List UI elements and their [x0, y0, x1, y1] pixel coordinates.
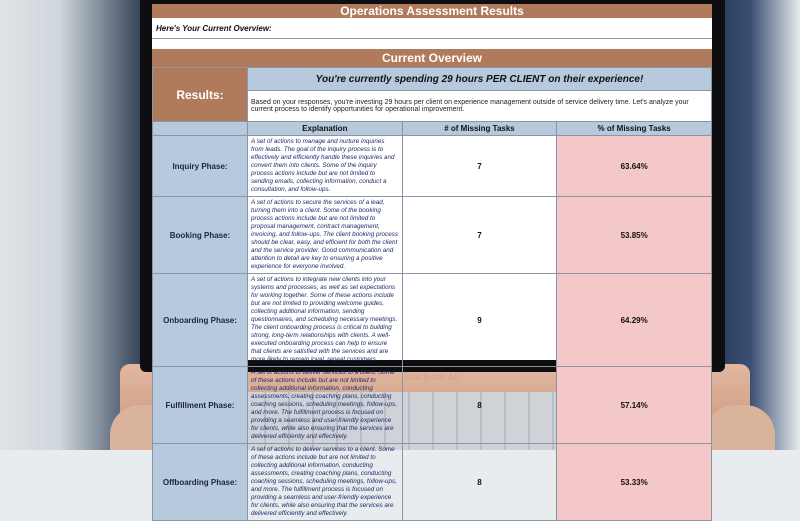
- missing-tasks-header: # of Missing Tasks: [402, 122, 557, 136]
- missing-count: 9: [402, 274, 557, 367]
- phase-label: Booking Phase:: [153, 197, 248, 274]
- phase-label: Onboarding Phase:: [153, 274, 248, 367]
- missing-percent: 64.29%: [557, 274, 712, 367]
- phase-explanation: A set of actions to deliver services to a client. Some of these actions include but are not limited to collecting additional information, conducting assessments, creating coaching plans, conducting coaching sessions, scheduling meetings, follow-ups, and more. The fulfillment process is focused on providing a seamless and user-friendly experience for clients, while also ensuring that the services are delivered efficiently and effectively.: [248, 367, 403, 444]
- phase-label: Fulfillment Phase:: [153, 367, 248, 444]
- right-hand: [705, 405, 775, 450]
- phase-label: Inquiry Phase:: [153, 136, 248, 197]
- missing-percent: 53.85%: [557, 197, 712, 274]
- page-title: Operations Assessment Results: [152, 4, 712, 18]
- section-title: Current Overview: [152, 49, 712, 67]
- device-brand-label: MacBook Air: [404, 372, 461, 382]
- table-row: [153, 136, 712, 197]
- table-row: [153, 274, 712, 367]
- phase-explanation: A set of actions to deliver services to a client. Some of these actions include but are not limited to collecting additional information, conducting assessments, creating coaching plans, conducting coaching sessions, scheduling meetings, follow-ups, and more. The fulfillment process is focused on providing a seamless and user-friendly experience for clients, while also ensuring that the services are delivered efficiently and effectively.: [248, 444, 403, 521]
- results-description: Based on your responses, you're investing 29 hours per client on experience management outside of service delivery time. Let's analyze your current process to identify opportunities for operational improvement.: [248, 91, 712, 122]
- phase-header-empty: [153, 122, 248, 136]
- missing-count: 7: [402, 136, 557, 197]
- overview-intro: Here's Your Current Overview:: [152, 18, 712, 39]
- missing-count: 8: [402, 444, 557, 521]
- missing-count: 8: [402, 367, 557, 444]
- results-table: [152, 67, 712, 521]
- missing-percent: 63.64%: [557, 136, 712, 197]
- missing-count: 7: [402, 197, 557, 274]
- pct-missing-header: % of Missing Tasks: [557, 122, 712, 136]
- table-row: [153, 444, 712, 521]
- explanation-header: Explanation: [248, 122, 403, 136]
- phase-explanation: A set of actions to manage and nurture inquiries from leads. The goal of the inquiry process is to effectively and efficiently handle these inquiries and convert them into clients. Some of the inquiry process actions include but are not limited to sending emails, collecting information, conduct a consultation, and follow-ups.: [248, 136, 403, 197]
- phase-explanation: A set of actions to integrate new clients into your systems and processes, as well as set expectations for working together. Some of these actions include but are not limited to providing welcome guides, collecting additional information, sending questionnaires, and scheduling necessary meetings. The client onboarding process is critical to building strong, long-term relationships with clients. A well-executed onboarding process can help to ensure that clients are satisfied with the services and are more likely to remain loyal, repeat customers.: [248, 274, 403, 367]
- phase-label: Offboarding Phase:: [153, 444, 248, 521]
- laptop-bezel: [140, 0, 725, 517]
- missing-percent: 53.33%: [557, 444, 712, 521]
- results-headline: You're currently spending 29 hours PER CLIENT on their experience!: [248, 68, 712, 91]
- results-label: Results:: [153, 68, 248, 122]
- missing-percent: 57.14%: [557, 367, 712, 444]
- table-row: [153, 197, 712, 274]
- phase-explanation: A set of actions to secure the services of a lead, turning them into a client. Some of the booking process actions include but are not limited to proposal management, contract management, invoicing, and follow-ups. The client booking process should be clear, easy, and efficient for both the client and the service provider. Good communication and attention to detail are key to ensuring a positive experience for everyone involved.: [248, 197, 403, 274]
